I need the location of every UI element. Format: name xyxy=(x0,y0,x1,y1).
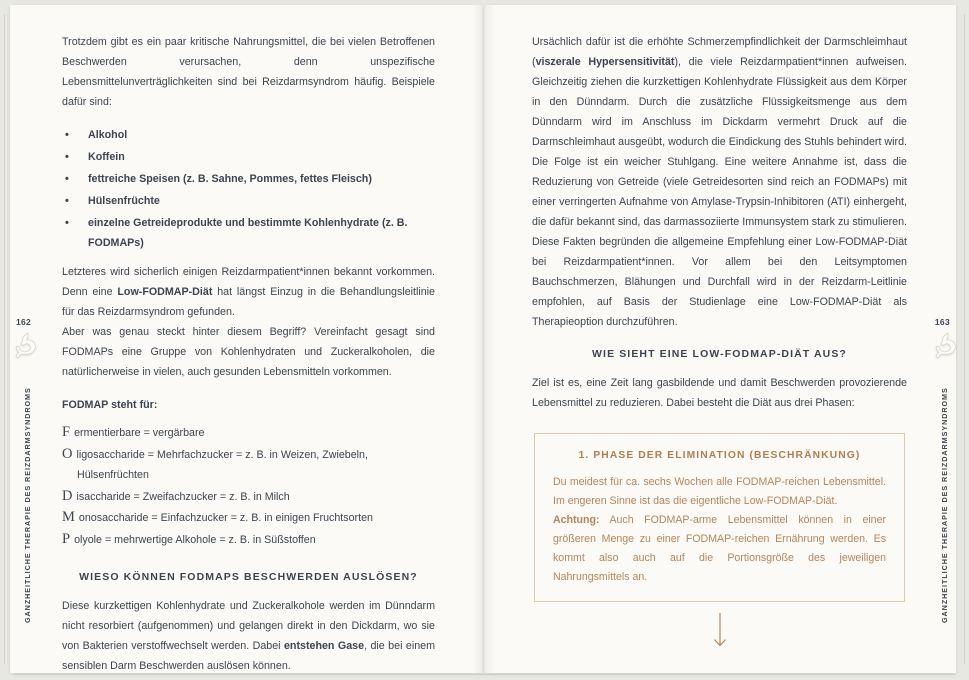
page-stack-edge-right xyxy=(961,14,965,664)
right-page-content xyxy=(532,32,907,657)
fodmap-item xyxy=(62,444,435,486)
fodmap-initial: F xyxy=(62,424,71,440)
left-page xyxy=(10,5,484,673)
list-item: • fettreiche Speisen (z. B. Sahne, Pommes, fettes Fleisch) xyxy=(62,169,435,189)
fodmap-item xyxy=(62,486,435,508)
fodmap-item xyxy=(62,529,435,551)
heading-wie-sieht xyxy=(532,348,907,360)
fodmap-text: ligosaccharide = Mehrfachzucker = z. B. in Weizen, Zwiebeln, Hülsenfrüchten xyxy=(76,448,368,481)
heading-text: WIESO KÖNNEN FODMAPS BESCHWERDEN AUSLÖSEN? xyxy=(79,571,418,583)
fodmap-initial: P xyxy=(62,530,71,547)
page-stack-edge-left xyxy=(4,14,8,664)
paragraph-intro: Trotzdem gibt es ein paar kritische Nahrungsmittel, die bei vielen Betroffenen Beschwerden verursachen, denn unspezifische Lebensmittelunverträglichkeiten sind bei Reizdarmsyndrom häufig. Beispiele dafür sind: xyxy=(62,36,435,108)
list-item: • Hülsenfrüchte xyxy=(62,191,435,211)
fodmap-text: olyole = mehrwertige Alkohole = z. B. in Süßstoffen xyxy=(74,533,316,546)
margin-chapter-title: GANZHEITLICHE THERAPIE DES REIZDARMSYNDROMS xyxy=(940,387,949,623)
heading-text: WIE SIEHT EINE LOW-FODMAP-DIÄT AUS? xyxy=(592,348,847,360)
fodmap-acronym-list xyxy=(62,422,435,550)
fodmap-initial: O xyxy=(62,445,73,462)
margin-chapter-title: GANZHEITLICHE THERAPIE DES REIZDARMSYNDROMS xyxy=(23,387,32,623)
list-item: • einzelne Getreideprodukte und bestimmte Kohlenhydrate (z. B. FODMAPs) xyxy=(62,213,435,253)
phase-1-box xyxy=(534,433,905,602)
phase-1-title xyxy=(553,450,886,461)
fodmap-item xyxy=(62,422,435,444)
page-number: 163 xyxy=(934,317,950,327)
critical-foods-list xyxy=(62,125,435,253)
stomach-icon xyxy=(12,332,36,363)
right-page xyxy=(484,5,956,673)
list-item: • Alkohol xyxy=(62,125,435,145)
paragraph-aber: Aber was genau steckt hinter diesem Begriff? Vereinfacht gesagt sind FODMAPs eine Gruppe von Kohlenhydraten und Zuckeralkoholen, die natürlicherweise in vielen, auch gesunden Lebensmitteln vorkommen. xyxy=(62,326,435,378)
fodmap-initial: D xyxy=(62,487,73,504)
fodmap-initial: M xyxy=(62,509,75,525)
left-page-content xyxy=(62,32,435,676)
heading-wieso-fodmaps xyxy=(62,571,435,583)
paragraph-wieso: Diese kurzkettigen Kohlenhydrate und Zuckeralkohole werden im Dünndarm nicht resorbiert (aufgenommen) und gelangen direkt in den Dickdarm, wo sie von Bakterien verstoffwechselt werden. Dabei entstehen Gase, die bei einem sensiblen Darm Beschwerden auslösen können. xyxy=(62,600,436,672)
paragraph-ursaechlich: Ursächlich dafür ist die erhöhte Schmerzempfindlichkeit der Darmschleimhaut (viszerale Hypersensitivität), die viele Reizdarmpatient*innen aufweisen. Gleichzeitig ziehen die kurzkettigen Kohlenhydrate Flüssigkeit aus dem Körper in den Dünndarm. Durch die zusätzliche Flüssigkeitsmenge aus dem Dünndarm wird im Anschluss im Dickdarm vermehrt Druck auf die Darmschleimhaut ausgeübt, wodurch die Eindickung des Stuhls behindert wird. Die Folge ist ein weicher Stuhlgang. Eine weitere Annahme ist, dass die Reduzierung von Getreide (viele Getreidesorten sind reich an FODMAPs) mit einer verringerten Aufnahme von Amylase-Trypsin-Inhibitoren (ATI) einhergeht, die dafür bekannt sind, das darmassoziierte Immunsystem stark zu stimulieren. Diese Fakten begründen die allgemeine Empfehlung einer Low-FODMAP-Diät bei Reizdarmpatient*innen. Vor allem bei den Leitsymptomen Bauchschmerzen, Blähungen und Durchfall wird in der Reizdarm-Leitlinie empfohlen, auf Basis der Studienlage eine Low-FODMAP-Diät als Therapieoption durchzuführen. xyxy=(532,36,907,328)
fodmap-label: FODMAP steht für: xyxy=(62,399,158,411)
stomach-icon xyxy=(932,332,956,363)
phase-title-text: 1. PHASE DER ELIMINATION (BESCHRÄNKUNG) xyxy=(578,450,861,461)
fodmap-item xyxy=(62,507,435,529)
page-number: 162 xyxy=(16,317,32,327)
arrow-down-icon xyxy=(532,612,907,657)
paragraph-letzteres: Letzteres wird sicherlich einigen Reizdarmpatient*innen bekannt vorkommen. Denn eine Low-FODMAP-Diät hat längst Einzug in die Behandlungsleitlinie für das Reizdarmsyndrom gefunden. xyxy=(62,266,435,318)
list-item: • Koffein xyxy=(62,147,435,167)
fodmap-text: onosaccharide = Einfachzucker = z. B. in einigen Fruchtsorten xyxy=(78,512,373,524)
fodmap-text: isaccharide = Zweifachzucker = z. B. in Milch xyxy=(76,490,290,503)
paragraph-ziel: Ziel ist es, eine Zeit lang gasbildende und damit Beschwerden provozierende Lebensmittel zu reduzieren. Dabei besteht die Diät aus drei Phasen: xyxy=(532,377,907,409)
fodmap-text: ermentierbare = vergärbare xyxy=(74,427,205,439)
phase-1-body: Du meidest für ca. sechs Wochen alle FODMAP-reichen Lebensmittel. Im engeren Sinne ist das die eigentliche Low-FODMAP-Diät. Achtung: Auch FODMAP-arme Lebensmittel können in einer größeren Menge zu einer FODMAP-reichen Ernährung werden. Es kommt also auch auf die Portionsgröße des jeweiligen Nahrungsmittels an. xyxy=(553,476,886,583)
